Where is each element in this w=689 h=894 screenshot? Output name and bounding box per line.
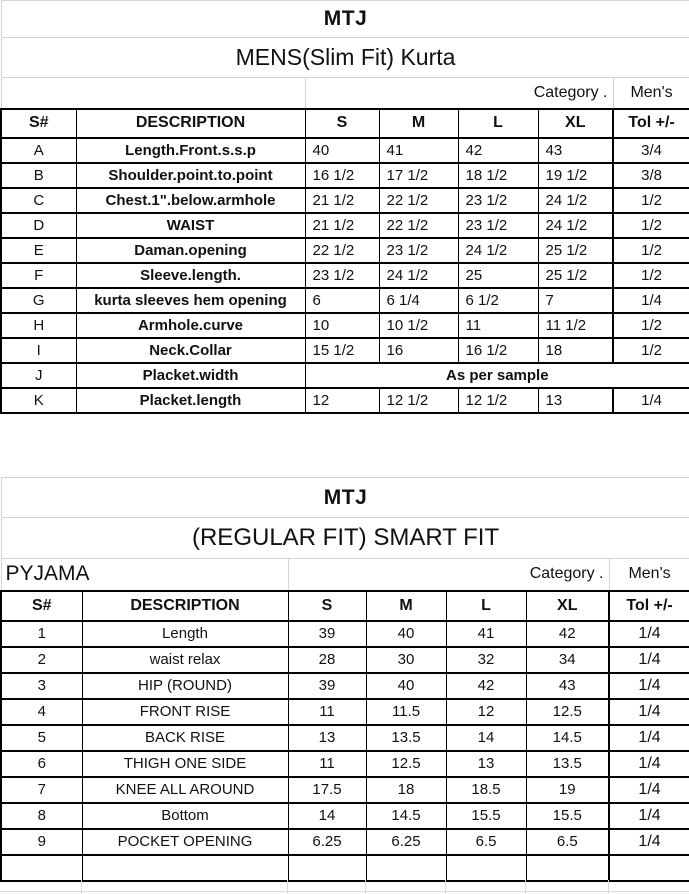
- cell-description: Chest.1".below.armhole: [76, 188, 305, 213]
- cell-description: Length: [82, 621, 288, 647]
- cell-l: 42: [458, 138, 538, 163]
- cell-s: 22 1/2: [305, 238, 379, 263]
- cell-l: 6 1/2: [458, 288, 538, 313]
- column-header-xl: XL: [538, 109, 613, 138]
- cell-description: Length.Front.s.s.p: [76, 138, 305, 163]
- pyjama-category-value: Men's: [609, 559, 689, 591]
- cell-m: 40: [366, 621, 446, 647]
- cell-m: 41: [379, 138, 458, 163]
- column-header-m: M: [379, 109, 458, 138]
- cell-sn: E: [1, 238, 76, 263]
- cell-m: 22 1/2: [379, 188, 458, 213]
- cell-s: 39: [288, 673, 366, 699]
- cell-tol: 1/4: [609, 829, 689, 855]
- cell-tol: 1/2: [613, 238, 689, 263]
- table-row: [1, 803, 689, 829]
- cell-tol: 1/4: [613, 388, 689, 413]
- cell-sn: [1, 855, 82, 881]
- table-row: [1, 188, 689, 213]
- column-header-l: L: [446, 591, 526, 621]
- cell-xl: 13.5: [526, 751, 609, 777]
- cell-description: Placket.width: [76, 363, 305, 388]
- cell-m: 11.5: [366, 699, 446, 725]
- cell-l: 16 1/2: [458, 338, 538, 363]
- cell-xl: 19 1/2: [538, 163, 613, 188]
- cell-s: 17.5: [288, 777, 366, 803]
- cell-sn: F: [1, 263, 76, 288]
- table-row: [1, 263, 689, 288]
- cell-m: 18: [366, 777, 446, 803]
- table-row: [1, 621, 689, 647]
- cell-s: 39: [288, 621, 366, 647]
- cell-description: Bottom: [82, 803, 288, 829]
- kurta-category-label: Category .: [305, 78, 613, 109]
- cell-xl: 25 1/2: [538, 238, 613, 263]
- cell-l: [446, 855, 526, 881]
- cell-description: Neck.Collar: [76, 338, 305, 363]
- cell-sn: 8: [1, 803, 82, 829]
- cell-description: FRONT RISE: [82, 699, 288, 725]
- cell-s: 14: [288, 803, 366, 829]
- cell-xl: 12.5: [526, 699, 609, 725]
- cell-m: 6.25: [366, 829, 446, 855]
- cell-xl: 7: [538, 288, 613, 313]
- pyjama-size-table: [0, 477, 689, 882]
- cell-xl: 11 1/2: [538, 313, 613, 338]
- cell-description: BACK RISE: [82, 725, 288, 751]
- cell-sn: 6: [1, 751, 82, 777]
- cell-description: WAIST: [76, 213, 305, 238]
- cell-xl: 19: [526, 777, 609, 803]
- cell-tol: [609, 855, 689, 881]
- cell-description: HIP (ROUND): [82, 673, 288, 699]
- cell-l: 14: [446, 725, 526, 751]
- cell-l: 23 1/2: [458, 213, 538, 238]
- cell-s: 16 1/2: [305, 163, 379, 188]
- cell-m: 12 1/2: [379, 388, 458, 413]
- pyjama-header-row: [1, 591, 689, 621]
- cell-l: 12 1/2: [458, 388, 538, 413]
- column-header-sn: S#: [1, 591, 82, 621]
- cell-s: 12: [305, 388, 379, 413]
- cell-xl: 25 1/2: [538, 263, 613, 288]
- kurta-title: MTJ: [1, 1, 689, 38]
- table-row: [1, 163, 689, 188]
- cell-description: [82, 855, 288, 881]
- cell-tol: 1/2: [613, 188, 689, 213]
- kurta-header-row: [1, 109, 689, 138]
- cell-sn: 2: [1, 647, 82, 673]
- cell-sn: 3: [1, 673, 82, 699]
- table-row: [1, 673, 689, 699]
- cell-s: 21 1/2: [305, 213, 379, 238]
- cell-l: 24 1/2: [458, 238, 538, 263]
- column-header-description: DESCRIPTION: [76, 109, 305, 138]
- cell-m: 22 1/2: [379, 213, 458, 238]
- cell-xl: 42: [526, 621, 609, 647]
- cell-xl: 15.5: [526, 803, 609, 829]
- cell-description: Armhole.curve: [76, 313, 305, 338]
- cell-tol: 1/4: [609, 751, 689, 777]
- cell-m: 12.5: [366, 751, 446, 777]
- cell-m: 24 1/2: [379, 263, 458, 288]
- cell-tol: 1/2: [613, 313, 689, 338]
- cell-m: 17 1/2: [379, 163, 458, 188]
- cell-xl: 43: [538, 138, 613, 163]
- cell-sn: I: [1, 338, 76, 363]
- cell-sn: 9: [1, 829, 82, 855]
- table-row: [1, 288, 689, 313]
- column-header-description: DESCRIPTION: [82, 591, 288, 621]
- cell-m: 16: [379, 338, 458, 363]
- cell-tol: 3/4: [613, 138, 689, 163]
- cell-tol: 1/4: [609, 803, 689, 829]
- cell-description: kurta sleeves hem opening: [76, 288, 305, 313]
- cell-tol: 1/4: [613, 288, 689, 313]
- cell-sn: B: [1, 163, 76, 188]
- cell-description: KNEE ALL AROUND: [82, 777, 288, 803]
- cell-xl: [526, 855, 609, 881]
- pyjama-sheet-label: PYJAMA: [1, 559, 288, 591]
- table-row: [1, 751, 689, 777]
- cell-description: POCKET OPENING: [82, 829, 288, 855]
- cell-tol: 1/2: [613, 263, 689, 288]
- table-row: [1, 699, 689, 725]
- table-row: [1, 647, 689, 673]
- table-row: [1, 338, 689, 363]
- cell-s: 15 1/2: [305, 338, 379, 363]
- cell-m: 40: [366, 673, 446, 699]
- table-row: [1, 213, 689, 238]
- cell-s: 6.25: [288, 829, 366, 855]
- cell-xl: 13: [538, 388, 613, 413]
- cell-description: Daman.opening: [76, 238, 305, 263]
- cell-sn: A: [1, 138, 76, 163]
- kurta-subtitle: MENS(Slim Fit) Kurta: [1, 38, 689, 78]
- cell-s: 23 1/2: [305, 263, 379, 288]
- cell-l: 6.5: [446, 829, 526, 855]
- cell-sn: 1: [1, 621, 82, 647]
- cell-l: 25: [458, 263, 538, 288]
- pyjama-category-label: Category .: [288, 559, 609, 591]
- pyjama-title: MTJ: [1, 478, 689, 518]
- cell-tol: 1/4: [609, 699, 689, 725]
- cell-l: 42: [446, 673, 526, 699]
- cell-sn: C: [1, 188, 76, 213]
- cell-tol: 1/4: [609, 673, 689, 699]
- column-header-tol: Tol +/-: [609, 591, 689, 621]
- cell-l: 18 1/2: [458, 163, 538, 188]
- cell-m: 30: [366, 647, 446, 673]
- cell-description: THIGH ONE SIDE: [82, 751, 288, 777]
- empty-cell: [1, 78, 305, 109]
- cell-s: 10: [305, 313, 379, 338]
- cell-tol: 3/8: [613, 163, 689, 188]
- cell-xl: 24 1/2: [538, 188, 613, 213]
- cell-sn: 4: [1, 699, 82, 725]
- pyjama-subtitle: (REGULAR FIT) SMART FIT: [1, 518, 689, 559]
- cell-l: 23 1/2: [458, 188, 538, 213]
- cell-tol: 1/4: [609, 647, 689, 673]
- table-row: [1, 388, 689, 413]
- cell-tol: 1/2: [613, 338, 689, 363]
- kurta-category-value: Men's: [613, 78, 689, 109]
- cell-sn: J: [1, 363, 76, 388]
- cell-l: 15.5: [446, 803, 526, 829]
- cell-l: 18.5: [446, 777, 526, 803]
- column-header-s: S: [288, 591, 366, 621]
- grid-line: [0, 891, 689, 892]
- cell-m: 13.5: [366, 725, 446, 751]
- table-row: [1, 829, 689, 855]
- cell-sn: 5: [1, 725, 82, 751]
- column-header-xl: XL: [526, 591, 609, 621]
- kurta-size-table: [0, 0, 689, 414]
- table-row-empty: [1, 855, 689, 881]
- cell-m: 6 1/4: [379, 288, 458, 313]
- cell-description: Sleeve.length.: [76, 263, 305, 288]
- column-header-sn: S#: [1, 109, 76, 138]
- table-row: [1, 238, 689, 263]
- cell-sn: H: [1, 313, 76, 338]
- column-header-l: L: [458, 109, 538, 138]
- cell-tol: 1/2: [613, 213, 689, 238]
- cell-s: 13: [288, 725, 366, 751]
- cell-xl: 18: [538, 338, 613, 363]
- table-row: [1, 777, 689, 803]
- cell-l: 32: [446, 647, 526, 673]
- cell-tol: 1/4: [609, 621, 689, 647]
- cell-xl: 43: [526, 673, 609, 699]
- table-row: [1, 313, 689, 338]
- cell-description: waist relax: [82, 647, 288, 673]
- cell-s: 11: [288, 751, 366, 777]
- cell-sn: D: [1, 213, 76, 238]
- cell-s: 6: [305, 288, 379, 313]
- cell-s: 21 1/2: [305, 188, 379, 213]
- table-row-merged: [1, 363, 689, 388]
- cell-sn: G: [1, 288, 76, 313]
- cell-merged-note: As per sample: [305, 363, 689, 388]
- cell-tol: 1/4: [609, 725, 689, 751]
- column-header-m: M: [366, 591, 446, 621]
- cell-xl: 14.5: [526, 725, 609, 751]
- cell-m: 23 1/2: [379, 238, 458, 263]
- cell-s: 40: [305, 138, 379, 163]
- cell-description: Placket.length: [76, 388, 305, 413]
- cell-m: 10 1/2: [379, 313, 458, 338]
- table-row: [1, 138, 689, 163]
- cell-tol: 1/4: [609, 777, 689, 803]
- cell-s: [288, 855, 366, 881]
- cell-s: 28: [288, 647, 366, 673]
- cell-l: 11: [458, 313, 538, 338]
- cell-l: 13: [446, 751, 526, 777]
- cell-sn: K: [1, 388, 76, 413]
- cell-l: 12: [446, 699, 526, 725]
- cell-m: [366, 855, 446, 881]
- cell-xl: 24 1/2: [538, 213, 613, 238]
- cell-sn: 7: [1, 777, 82, 803]
- cell-xl: 34: [526, 647, 609, 673]
- cell-s: 11: [288, 699, 366, 725]
- cell-l: 41: [446, 621, 526, 647]
- column-header-tol: Tol +/-: [613, 109, 689, 138]
- column-header-s: S: [305, 109, 379, 138]
- cell-m: 14.5: [366, 803, 446, 829]
- cell-description: Shoulder.point.to.point: [76, 163, 305, 188]
- table-row: [1, 725, 689, 751]
- cell-xl: 6.5: [526, 829, 609, 855]
